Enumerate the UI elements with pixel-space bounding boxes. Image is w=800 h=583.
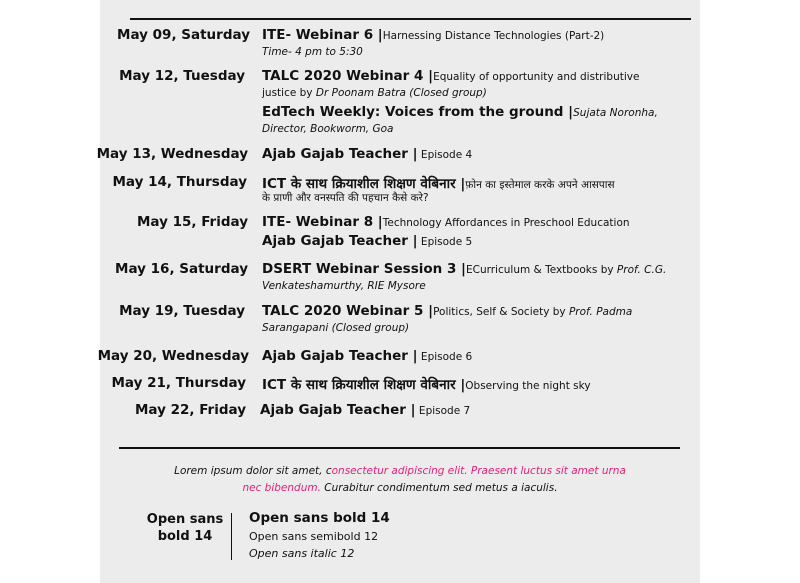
event-title: Ajab Gajab Teacher	[262, 233, 408, 249]
event-line	[262, 174, 615, 192]
font-sample-italic: Open sans italic 12	[249, 547, 355, 560]
lorem-paragraph	[140, 463, 660, 497]
separator: |	[455, 176, 466, 192]
separator: |	[373, 214, 383, 230]
event-date: May 16, Saturday	[115, 261, 248, 277]
event-note: Sujata Noronha,	[573, 107, 658, 119]
event-date: May 20, Wednesday	[97, 348, 249, 364]
event-line	[262, 322, 409, 334]
event-line	[262, 375, 591, 393]
event-title: TALC 2020 Webinar 4	[262, 68, 424, 84]
event-title: ITE- Webinar 6	[262, 27, 374, 43]
event-detail: फ़ोन का इस्तेमाल करके अपने आसपास	[465, 179, 615, 191]
event-note: Venkateshamurthy, RIE Mysore	[262, 280, 426, 292]
event-date: May 15, Friday	[136, 214, 248, 230]
font-spec-divider	[231, 513, 232, 560]
event-note: Time- 4 pm to 5:30	[262, 46, 363, 58]
event-detail: Equality of opportunity and distributive	[433, 71, 640, 83]
separator: |	[407, 233, 418, 249]
event-title: Ajab Gajab Teacher	[262, 146, 408, 162]
event-line	[262, 191, 429, 205]
event-title: ICT के साथ क्रियाशील शिक्षण वेबिनार	[262, 176, 456, 192]
separator: |	[373, 27, 383, 43]
event-title: ICT के साथ क्रियाशील शिक्षण वेबिनार	[262, 377, 456, 393]
event-detail: Episode 4	[417, 149, 473, 161]
event-title: DSERT Webinar Session 3	[262, 261, 457, 277]
event-date: May 09, Saturday	[117, 27, 250, 43]
separator: |	[423, 303, 434, 319]
event-detail: के प्राणी और वनस्पति की पहचान कैसे करे?	[262, 192, 429, 204]
separator: |	[563, 104, 574, 120]
event-detail: Episode 6	[417, 351, 473, 363]
event-note: Director, Bookworm, Goa	[262, 123, 394, 135]
font-spec-label	[140, 511, 230, 545]
event-line	[262, 27, 604, 43]
separator: |	[423, 68, 434, 84]
font-sample-semibold: Open sans semibold 12	[249, 530, 379, 543]
event-note: Dr Poonam Batra (Closed group)	[315, 87, 487, 99]
event-detail: justice by	[262, 87, 316, 99]
event-line	[262, 348, 472, 364]
event-line	[262, 233, 472, 249]
event-line	[262, 280, 426, 292]
separator: |	[405, 402, 416, 418]
event-line	[262, 261, 666, 277]
event-detail: Technology Affordances in Preschool Education	[382, 217, 630, 229]
font-spec-label-line2: bold 14	[157, 529, 213, 544]
event-line	[262, 87, 487, 99]
event-detail: Episode 5	[417, 236, 473, 248]
lorem-highlight-1: onsectetur adipiscing elit. Praesent luctus sit amet urna	[331, 465, 626, 477]
event-date: May 22, Friday	[134, 402, 246, 418]
event-line	[262, 46, 363, 58]
top-divider	[130, 18, 691, 20]
event-detail: Harnessing Distance Technologies (Part-2)	[382, 30, 605, 42]
event-date: May 12, Tuesday	[119, 68, 245, 84]
event-line	[262, 123, 393, 135]
lorem-highlight-2: nec bibendum.	[242, 482, 321, 494]
separator: |	[455, 377, 466, 393]
section-divider	[119, 447, 680, 449]
event-note: Prof. C.G.	[616, 264, 667, 276]
event-title: TALC 2020 Webinar 5	[262, 303, 424, 319]
event-line	[260, 402, 470, 418]
event-detail: ECurriculum & Textbooks by	[465, 264, 617, 276]
event-date: May 19, Tuesday	[119, 303, 245, 319]
event-date: May 14, Thursday	[112, 174, 247, 190]
lorem-text-1: Lorem ipsum dolor sit amet, c	[174, 465, 332, 477]
event-title: EdTech Weekly: Voices from the ground	[262, 104, 564, 120]
event-detail: Observing the night sky	[465, 380, 591, 392]
font-spec-label-line1: Open sans	[146, 512, 224, 527]
event-date: May 13, Wednesday	[96, 146, 248, 162]
font-sample-bold: Open sans bold 14	[249, 510, 390, 526]
event-line	[262, 214, 630, 230]
event-title: Ajab Gajab Teacher	[262, 348, 408, 364]
separator: |	[456, 261, 466, 277]
lorem-text-2: Curabitur condimentum sed metus a iaculis.	[320, 482, 558, 494]
event-detail: Politics, Self & Society by	[433, 306, 569, 318]
separator: |	[407, 146, 418, 162]
event-line	[262, 104, 658, 120]
event-detail: Episode 7	[415, 405, 471, 417]
event-line	[262, 303, 632, 319]
event-date: May 21, Thursday	[111, 375, 246, 391]
event-line	[262, 68, 639, 84]
event-note: Prof. Padma	[568, 306, 633, 318]
event-title: ITE- Webinar 8	[262, 214, 374, 230]
separator: |	[407, 348, 418, 364]
event-note: Sarangapani (Closed group)	[262, 322, 410, 334]
event-line	[262, 146, 472, 162]
event-title: Ajab Gajab Teacher	[260, 402, 406, 418]
